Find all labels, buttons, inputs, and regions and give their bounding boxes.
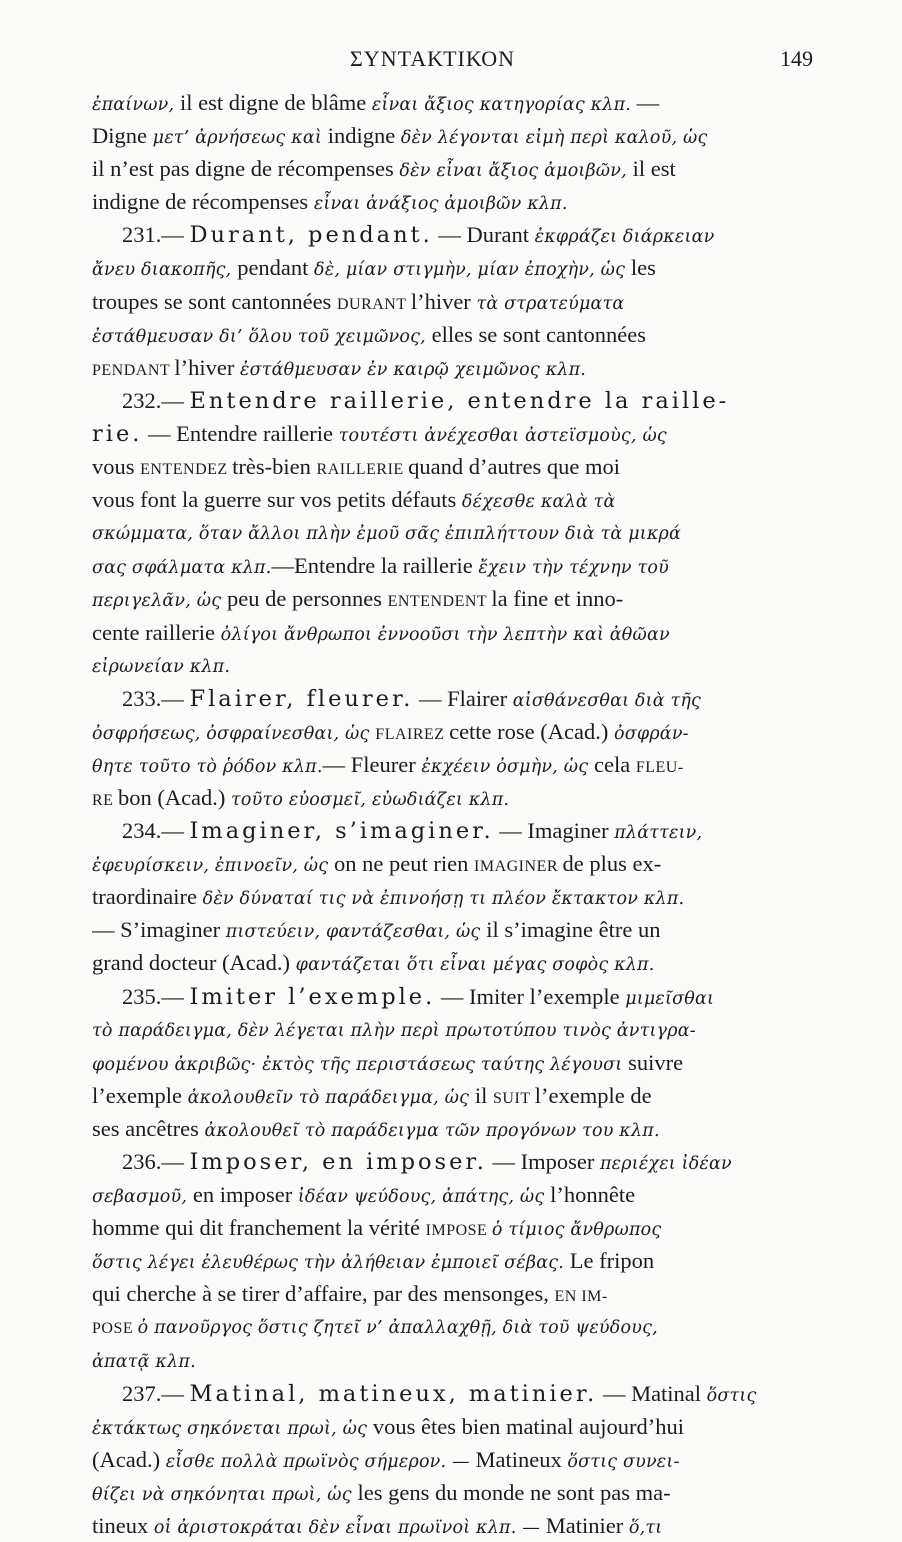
running-title: ΣΥΝΤΑΚΤΙΚΟΝ	[350, 46, 515, 71]
text-line	[92, 516, 818, 549]
greek-text: δὲν λέγονται εἰμὴ περὶ καλοῦ, ὡς	[400, 128, 708, 149]
text-line	[92, 913, 818, 946]
text-line	[92, 649, 818, 682]
text-line	[92, 1046, 818, 1079]
greek-text: πλάττειν,	[614, 823, 703, 844]
french-text: vous êtes bien matinal aujourd’hui	[372, 1413, 685, 1439]
greek-text: εἶναι ἀνάξιος ἀμοιβῶν κλπ.	[313, 194, 568, 215]
text-line	[92, 417, 818, 450]
french-text: homme qui dit franchement la vérité	[92, 1215, 426, 1241]
small-caps-text: RE	[92, 791, 118, 809]
french-text: il est	[632, 156, 676, 182]
french-text: l’hiver	[410, 288, 477, 314]
french-text: —Entendre la raillerie	[271, 553, 479, 579]
text-line	[92, 1112, 818, 1145]
entry-heading: Imaginer, s’imaginer.	[189, 818, 494, 845]
greek-text: εἶναι ἄξιος κατηγορίας κλπ.	[371, 95, 632, 115]
text-line	[92, 483, 818, 516]
entry-heading: rie.	[92, 420, 143, 447]
french-text: 234.—	[122, 818, 190, 844]
french-text: Digne	[92, 123, 153, 149]
french-text: tineux	[92, 1513, 154, 1539]
text-line	[92, 781, 818, 814]
french-text: quand d’autres que moi	[408, 454, 620, 480]
text-line	[92, 549, 818, 582]
french-text: 232.—	[122, 387, 190, 413]
greek-text: ἐκτάκτως σηκόνεται πρωὶ, ὡς	[92, 1418, 373, 1439]
greek-text: σκώμματα, ὅταν ἄλλοι πλὴν ἐμοῦ σᾶς ἐπιπλήττουν διὰ τὰ μικρά	[92, 524, 682, 545]
greek-text: εἰρωνείαν κλπ.	[92, 656, 231, 677]
small-caps-text: RAILLERIE	[316, 461, 409, 479]
french-text: vous font la guerre sur vos petits défauts	[92, 487, 462, 513]
body-text	[92, 86, 818, 1542]
french-text: pendant	[237, 255, 315, 281]
text-line	[92, 1244, 818, 1277]
french-text: suivre	[628, 1049, 684, 1075]
small-caps-text: FLEU-	[635, 758, 684, 776]
entry-heading: Durant, pendant.	[189, 222, 433, 249]
french-text: il	[474, 1082, 494, 1108]
small-caps-text: ENTENDENT	[387, 593, 492, 611]
greek-text: ὅστις	[706, 1385, 757, 1406]
greek-text: φομένου ἀκριβῶς· ἐκτὸς τῆς περιστάσεως ταύτης λέγουσι	[92, 1054, 629, 1075]
text-line	[92, 1377, 818, 1410]
greek-text: εἶσθε πολλὰ πρωϊνὸς σήμερον. —	[165, 1451, 476, 1472]
french-text: ses ancêtres	[92, 1115, 205, 1141]
greek-text: ἄνευ διακοπῆς,	[92, 260, 238, 281]
greek-text: ἀκολουθεῖν τὸ παράδειγμα, ὡς	[187, 1087, 475, 1108]
french-text: — Durant	[432, 222, 535, 248]
french-text: bon (Acad.)	[117, 784, 232, 810]
text-line	[92, 152, 818, 185]
entry-heading: Entendre raillerie, entendre la raille-	[189, 387, 730, 414]
small-caps-text: POSE	[92, 1320, 138, 1338]
text-line	[92, 847, 818, 880]
greek-text: δέχεσθε καλὰ τὰ	[461, 492, 616, 513]
page-header	[0, 46, 902, 76]
greek-text: ἐκχέειν ὀσμὴν, ὡς	[421, 756, 594, 777]
french-text: 231.—	[122, 222, 190, 248]
french-text: troupes se sont cantonnées	[92, 288, 337, 314]
small-caps-text: IMAGINER	[474, 858, 563, 876]
french-text: indigne	[327, 123, 401, 149]
french-text: la fine et inno-	[491, 586, 624, 612]
small-caps-text: EN IM-	[554, 1288, 608, 1306]
french-text: — Imiter l’exemple	[435, 983, 626, 1009]
greek-text: μιμεῖσθαι	[625, 988, 715, 1009]
greek-text: ὀσφρήσεως, ὀσφραίνεσθαι, ὡς	[92, 723, 376, 744]
greek-text: ὅστις λέγει ἐλευθέρως τὴν ἀλήθειαν ἐμποιεῖ σέβας.	[92, 1253, 570, 1274]
text-line	[92, 1443, 818, 1476]
text-line	[92, 946, 818, 979]
entry-heading: Imiter l’exemple.	[189, 983, 436, 1010]
greek-text: περιέχει ἰδέαν	[599, 1154, 732, 1174]
small-caps-text: DURANT	[336, 295, 411, 313]
text-line	[92, 1145, 818, 1178]
greek-text: τὰ στρατεύματα	[476, 293, 625, 314]
french-text: (Acad.)	[92, 1446, 166, 1472]
entry-heading: Imposer, en imposer.	[189, 1149, 487, 1175]
text-line	[92, 715, 818, 748]
greek-text: ὁ τίμιος ἄνθρωπος	[491, 1220, 662, 1241]
text-line	[92, 1211, 818, 1244]
text-line	[92, 351, 818, 384]
greek-text: ὀλίγοι ἄνθρωποι ἐννοοῦσι τὴν λεπτὴν καὶ ἀθῶαν	[220, 624, 670, 645]
text-line	[92, 1344, 818, 1377]
greek-text: ὅ,τι	[628, 1518, 663, 1539]
greek-text: μετ’ ἀρνήσεως καὶ	[152, 128, 328, 149]
page-number: 149	[780, 46, 813, 71]
text-line	[92, 682, 818, 715]
small-caps-text: PENDANT	[92, 361, 175, 379]
greek-text: τὸ παράδειγμα, δὲν λέγεται πλὴν περὶ πρωτοτύπου τινὸς ἀντιγρα-	[92, 1020, 696, 1041]
french-text: très-bien	[232, 454, 317, 480]
text-line	[92, 450, 818, 483]
french-text: les gens du monde ne sont pas ma-	[357, 1479, 671, 1505]
text-line	[92, 814, 818, 847]
greek-text: δὲν εἶναι ἄξιος ἀμοιβῶν,	[399, 161, 633, 182]
entry-heading: Flairer, fleurer.	[189, 685, 414, 712]
french-text: l’exemple de	[534, 1082, 652, 1108]
text-line	[92, 616, 818, 649]
text-line	[92, 318, 818, 351]
french-text: Matineux	[475, 1446, 568, 1472]
greek-text: τουτέστι ἀνέχεσθαι ἀστεϊσμοὺς, ὡς	[338, 425, 667, 446]
greek-text: σας σφάλματα κλπ.	[92, 558, 272, 579]
french-text: Le fripon	[569, 1248, 655, 1274]
greek-text: ὀσφράν-	[613, 723, 689, 744]
text-line	[92, 86, 818, 119]
text-line	[92, 980, 818, 1013]
text-line	[92, 880, 818, 913]
french-text: cela	[594, 751, 636, 777]
text-line	[92, 384, 818, 417]
french-text: en imposer	[192, 1182, 298, 1208]
french-text: 235.—	[122, 983, 190, 1009]
french-text: — Entendre raillerie	[142, 420, 339, 446]
french-text: il n’est pas digne de récompenses	[92, 156, 400, 182]
small-caps-text: FLAIREZ	[375, 725, 450, 743]
french-text: les	[630, 255, 656, 281]
french-text: — Fleurer	[322, 751, 422, 777]
french-text: peu de personnes	[227, 586, 388, 612]
french-text: traordinaire	[92, 884, 203, 910]
french-text: il est digne de blâme	[180, 90, 372, 115]
text-line	[92, 582, 818, 615]
text-line	[92, 185, 818, 218]
greek-text: οἱ ἀριστοκράται δὲν εἶναι πρωϊνοὶ κλπ. —	[153, 1518, 546, 1539]
text-line	[92, 1013, 818, 1046]
small-caps-text: ENTENDEZ	[140, 461, 233, 479]
text-line	[92, 1476, 818, 1509]
small-caps-text: IMPOSE	[425, 1222, 492, 1240]
french-text: on ne peut rien	[334, 851, 475, 877]
greek-text: ἰδέαν ψεύδους, ἀπάτης, ὡς	[297, 1187, 551, 1208]
french-text: il s’imagine être un	[486, 917, 661, 943]
greek-text: σεβασμοῦ,	[92, 1187, 193, 1208]
greek-text: θίζει νὰ σηκόνηται πρωὶ, ὡς	[92, 1484, 358, 1505]
french-text: de plus ex-	[562, 851, 662, 877]
greek-text: ὁ πανοῦργος ὅστις ζητεῖ ν’ ἀπαλλαχθῇ, διὰ τοῦ ψεύδους,	[137, 1318, 658, 1339]
french-text: indigne de récompenses	[92, 189, 314, 215]
text-line	[92, 1509, 818, 1542]
greek-text: ἀκολουθεῖ τὸ παράδειγμα τῶν προγόνων του κλπ.	[204, 1120, 660, 1141]
greek-text: φαντάζεται ὅτι εἶναι μέγας σοφὸς κλπ.	[295, 955, 655, 976]
greek-text: θητε τοῦτο τὸ ῥόδον κλπ.	[92, 756, 323, 777]
greek-text: ἐκφράζει διάρκειαν	[534, 227, 715, 248]
french-text: — Flairer	[413, 685, 513, 711]
greek-text: ἔχειν τὴν τέχνην τοῦ	[478, 558, 669, 579]
french-text: qui cherche à se tirer d’affaire, par des mensonges,	[92, 1281, 555, 1307]
french-text: l’honnête	[550, 1182, 636, 1208]
text-line	[92, 748, 818, 781]
greek-text: ἀπατᾷ κλπ.	[92, 1351, 196, 1372]
french-text: —	[631, 90, 660, 115]
french-text: — Matinal	[597, 1380, 707, 1406]
greek-text: ἐπαίνων,	[92, 95, 181, 115]
french-text: l’hiver	[174, 354, 240, 380]
text-line	[92, 285, 818, 318]
french-text: cente raillerie	[92, 619, 221, 645]
text-line	[92, 1079, 818, 1112]
french-text: 236.—	[122, 1149, 190, 1174]
greek-text: περιγελᾶν, ὡς	[92, 591, 227, 612]
text-line	[92, 218, 818, 251]
greek-text: δὲν δύναταί τις νὰ ἐπινοήσῃ τι πλέον ἔκτακτον κλπ.	[202, 889, 685, 910]
small-caps-text: SUIT	[493, 1089, 535, 1107]
text-line	[92, 251, 818, 284]
text-line	[92, 1277, 818, 1310]
french-text: l’exemple	[92, 1082, 188, 1108]
greek-text: δὲ, μίαν στιγμὴν, μίαν ἐποχὴν, ὡς	[314, 260, 631, 281]
french-text: grand docteur (Acad.)	[92, 950, 296, 976]
text-line	[92, 119, 818, 152]
greek-text: τοῦτο εὐοσμεῖ, εὐωδιάζει κλπ.	[231, 789, 510, 810]
french-text: vous	[92, 454, 141, 480]
french-text: — Imposer	[486, 1149, 600, 1174]
greek-text: ἐστάθμευσαν δι’ ὅλου τοῦ χειμῶνος,	[92, 326, 432, 347]
text-line	[92, 1310, 818, 1343]
french-text: elles se sont cantonnées	[431, 321, 646, 347]
french-text: — Imaginer	[493, 818, 615, 844]
text-line	[92, 1178, 818, 1211]
french-text: — S’imaginer	[92, 917, 226, 943]
text-line	[92, 1410, 818, 1443]
greek-text: ἐστάθμευσαν ἐν καιρῷ χειμῶνος κλπ.	[239, 359, 587, 380]
greek-text: ὅστις συνει-	[567, 1451, 680, 1472]
greek-text: αἰσθάνεσθαι διὰ τῆς	[512, 690, 702, 711]
french-text: 233.—	[122, 685, 190, 711]
french-text: 237.—	[122, 1380, 190, 1406]
greek-text: πιστεύειν, φαντάζεσθαι, ὡς	[225, 922, 487, 943]
french-text: Matinier	[545, 1513, 629, 1539]
entry-heading: Matinal, matineux, matinier.	[189, 1380, 598, 1407]
greek-text: ἐφευρίσκειν, ἐπινοεῖν, ὡς	[92, 856, 335, 877]
french-text: cette rose (Acad.)	[449, 718, 614, 744]
